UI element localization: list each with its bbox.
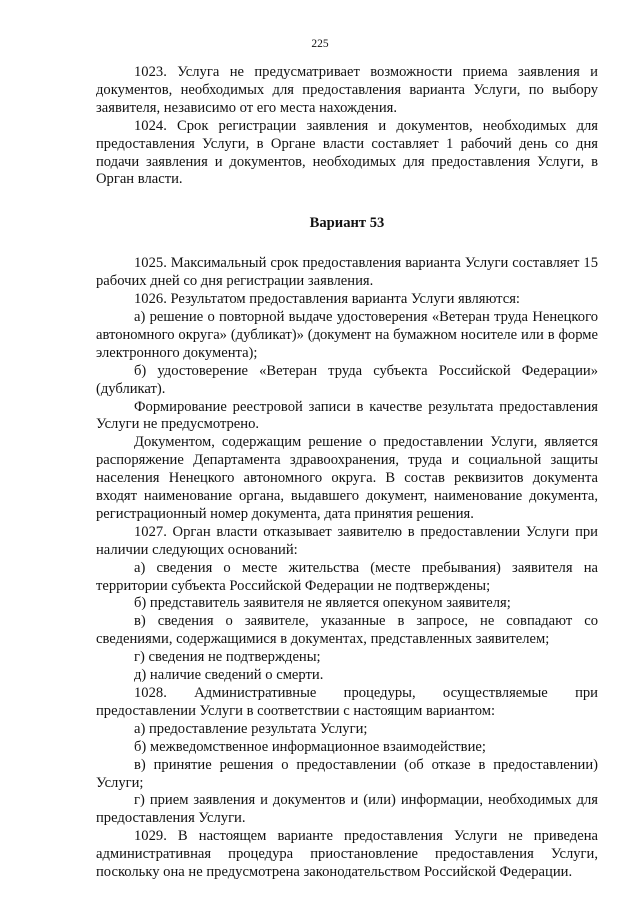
list-item-1028-b: б) межведомственное информационное взаимодействие;	[134, 738, 486, 755]
paragraph-1026: 1026. Результатом предоставления варианта Услуги являются:	[134, 291, 520, 308]
paragraph-1024: 1024. Срок регистрации заявления и документов, необходимых для предоставления Услуги, в Органе власти составляет 1 рабочий день со дня подачи заявления и документов, необходимых для предоставления Услуги, в Орган власти.	[96, 117, 598, 188]
list-item-1026-b: б) удостоверение «Ветеран труда субъекта Российской Федерации» (дубликат).	[96, 362, 598, 397]
list-item-1028-g: г) прием заявления и документов и (или) информации, необходимых для предоставления Услуги.	[96, 792, 598, 827]
list-item-1026-a: а) решение о повторной выдаче удостоверения «Ветеран труда Ненецкого автономного округа» (дубликат)» (документ на бумажном носителе или в форме электронного документа);	[96, 308, 598, 361]
list-item-1028-a: а) предоставление результата Услуги;	[134, 720, 368, 737]
list-item-1027-b: б) представитель заявителя не является опекуном заявителя;	[134, 595, 511, 612]
paragraph-1027: 1027. Орган власти отказывает заявителю в предоставлении Услуги при наличии следующих оснований:	[96, 523, 598, 558]
paragraph-registry-note: Формирование реестровой записи в качестве результата предоставления Услуги не предусмотрено.	[96, 398, 598, 433]
paragraph-1029: 1029. В настоящем варианте предоставления Услуги не приведена административная процедура приостановление предоставления Услуги, поскольку она не предусмотрена законодательством Российской Федерации.	[96, 828, 598, 881]
document-body	[96, 64, 598, 882]
paragraph-1028: 1028. Административные процедуры, осуществляемые при предоставлении Услуги в соответствии с настоящим вариантом:	[96, 685, 598, 719]
paragraph-1023: 1023. Услуга не предусматривает возможности приема заявления и документов, необходимых для предоставления варианта Услуги, по выбору заявителя, независимо от его места нахождения.	[96, 64, 598, 116]
list-item-1027-d: д) наличие сведений о смерти.	[134, 667, 324, 684]
list-item-1027-a: а) сведения о месте жительства (месте пребывания) заявителя на территории субъекта Российской Федерации не подтверждены;	[96, 559, 598, 594]
list-item-1028-v: в) принятие решения о предоставлении (об отказе в предоставлении) Услуги;	[96, 756, 598, 791]
paragraph-decision-document: Документом, содержащим решение о предоставлении Услуги, является распоряжение Департамента здравоохранения, труда и социальной защиты населения Ненецкого автономного округа. В состав реквизитов документа входят наименование органа, выдавшего документ, наименование документа, регистрационный номер документа, дата принятия решения.	[96, 434, 598, 522]
paragraph-1025: 1025. Максимальный срок предоставления варианта Услуги составляет 15 рабочих дней со дня регистрации заявления.	[96, 255, 598, 290]
page-number: 225	[311, 38, 329, 50]
list-item-1027-g: г) сведения не подтверждены;	[134, 649, 321, 666]
section-heading: Вариант 53	[309, 215, 385, 232]
list-item-1027-v: в) сведения о заявителе, указанные в запросе, не совпадают со сведениями, содержащимися в документах, представленных заявителем;	[96, 613, 598, 648]
